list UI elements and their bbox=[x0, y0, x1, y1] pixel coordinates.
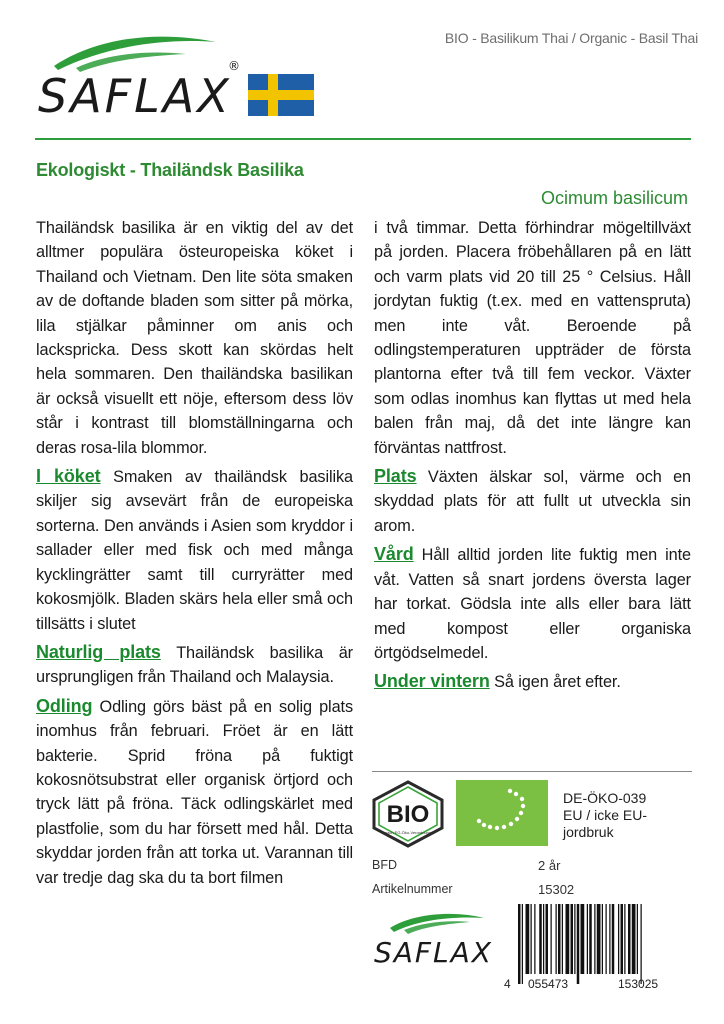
barcode-right-digits: 153025 bbox=[618, 977, 659, 991]
barcode-bar bbox=[609, 904, 610, 974]
bfd-label: BFD bbox=[372, 858, 397, 872]
barcode-image bbox=[506, 904, 692, 986]
barcode-left-digits: 055473 bbox=[528, 977, 569, 991]
certification-code: DE-ÖKO-039 bbox=[563, 790, 647, 806]
barcode-bar bbox=[551, 904, 552, 974]
barcode-bar bbox=[612, 904, 615, 974]
vard-paragraph bbox=[374, 542, 691, 665]
barcode-bar bbox=[522, 904, 523, 984]
registered-mark: ® bbox=[228, 59, 240, 73]
barcode-bar bbox=[518, 904, 521, 984]
article-label: Artikelnummer bbox=[372, 882, 453, 896]
barcode-bar bbox=[621, 904, 624, 974]
barcode-bar bbox=[581, 904, 585, 974]
barcode-bar bbox=[594, 904, 595, 974]
plats-text: Växten älskar sol, värme och en skyddad plats för att fullt ut utveckla sin arom. bbox=[374, 468, 691, 535]
odling-paragraph bbox=[36, 694, 353, 890]
barcode-bar bbox=[637, 904, 638, 974]
product-title: BIO - Basilikum Thai / Organic - Basil Thai bbox=[444, 30, 698, 46]
vinter-text: Så igen året efter. bbox=[494, 673, 621, 692]
odling-text: Odling görs bäst på en solig plats inomhus från februari. Fröet är en lätt bakterie. Sprid fröna på fuktigt kokosnötsubstrat eller organisk örtjord och tryck lätt på fröna. Täck odlingskärlet med plastfolie, som du har försett med hål. Detta skyddar jorden från att torka ut. Varannan till var tredje dag ska du ta bort filmen bbox=[36, 697, 353, 887]
text-column-left bbox=[36, 216, 353, 890]
koket-heading: I köket bbox=[36, 466, 101, 487]
koket-text: Smaken av thailändsk basilika skiljer sig avsevärt från de europeiska sorterna. Den används i Asien som kryddor i sallader eller med fisk och med många kycklingrätter samt till curryrätter med kokosmjölk. Bladen skärs hela eller små och tillsätts i slutet bbox=[36, 468, 353, 633]
vinter-heading: Under vintern bbox=[374, 671, 490, 692]
saflax-logo-small bbox=[372, 906, 500, 978]
intro-paragraph: Thailändsk basilika är en viktig del av det alltmer populära östeuropeiska köket i Thailand och Vietnam. Den lite söta smaken av de doftande bladen som sitter på mörka, lila stjälkar påminner om anis och lackspricka. Dess skott kan skördas helt hela sommaren. Den thailändska basilikan är också visuellt ett nöje, eftersom dess löv står i kontrast till blomställningarna och deras rosa-lila blommor. bbox=[36, 219, 353, 457]
bio-seal-text: BIO bbox=[386, 801, 430, 828]
barcode-bar bbox=[531, 904, 532, 974]
barcode-bar bbox=[624, 904, 625, 974]
latin-name: Ocimum basilicum bbox=[540, 188, 688, 208]
saflax-wordmark: SAFLAX bbox=[38, 69, 232, 123]
barcode-bar bbox=[539, 904, 542, 974]
header-divider bbox=[35, 138, 691, 140]
bio-seal-icon bbox=[370, 780, 446, 848]
origin-line-2: jordbruk bbox=[563, 824, 614, 840]
article-value: 15302 bbox=[538, 882, 575, 897]
barcode-bar bbox=[562, 904, 563, 974]
barcode-bar bbox=[618, 904, 619, 974]
naturlig-text: Thailändsk basilika är ursprungligen från Thailand och Malaysia. bbox=[36, 643, 353, 687]
saflax-logo bbox=[36, 26, 246, 126]
barcode-first-digit: 4 bbox=[504, 977, 511, 991]
svg-text:SAFLAX: SAFLAX bbox=[374, 936, 493, 969]
barcode-bar bbox=[589, 904, 592, 974]
naturlig-paragraph bbox=[36, 640, 353, 690]
barcode-bar bbox=[556, 904, 557, 974]
odling-heading: Odling bbox=[36, 695, 93, 716]
barcode-bar bbox=[597, 904, 601, 974]
naturlig-heading: Naturlig plats bbox=[36, 641, 161, 662]
barcode-bar bbox=[574, 904, 575, 974]
barcode-bar bbox=[628, 904, 631, 974]
barcode-bar bbox=[571, 904, 574, 974]
vard-heading: Vård bbox=[374, 544, 414, 565]
koket-paragraph bbox=[36, 464, 353, 636]
certification-info bbox=[563, 790, 647, 841]
barcode-bar bbox=[632, 904, 636, 974]
vard-text: Håll alltid jorden lite fuktig men inte våt. Vatten så snart jordens översta lager har torkat. Gödsla inte alls eller bara lätt med kompost eller organiska örtgödselmedel. bbox=[374, 546, 691, 662]
barcode-bar bbox=[587, 904, 588, 974]
barcode-bar bbox=[543, 904, 544, 974]
text-column-right bbox=[374, 216, 691, 695]
barcode-bar bbox=[558, 904, 561, 974]
barcode-bar bbox=[602, 904, 603, 974]
eu-organic-leaf-icon bbox=[456, 780, 548, 846]
barcode-bar bbox=[546, 904, 549, 974]
plats-heading: Plats bbox=[374, 466, 417, 487]
barcode-bar bbox=[577, 904, 580, 984]
barcode-bar bbox=[641, 904, 642, 984]
barcode-bar bbox=[526, 904, 530, 974]
barcode-bar bbox=[606, 904, 607, 974]
odling-continuation: i två timmar. Detta förhindrar mögeltillväxt på jorden. Placera fröbehållaren på en lätt och varm plats vid 20 till 25 ° Celsius. Håll jordytan fuktig (t.ex. med en vattenspruta) men inte våt. Beroende på odlingstemperaturen uppträder de första plantorna efter två till fem veckor. Växter som odlas inomhus kan flyttas ut med hela balen från maj, då det inte längre kan förväntas nattfrost. bbox=[374, 219, 691, 457]
swedish-flag-icon bbox=[248, 74, 314, 116]
origin-line-1: EU / icke EU- bbox=[563, 807, 648, 823]
barcode-bar bbox=[566, 904, 570, 974]
bio-seal-small: nach EG-Öko-Verordnung bbox=[384, 830, 432, 835]
bfd-value: 2 år bbox=[538, 858, 561, 873]
barcode-bar bbox=[534, 904, 535, 974]
vinter-paragraph bbox=[374, 669, 691, 694]
certification-divider bbox=[372, 771, 692, 772]
plats-paragraph bbox=[374, 464, 691, 538]
product-subtitle: Ekologiskt - Thailändsk Basilika bbox=[36, 160, 304, 180]
